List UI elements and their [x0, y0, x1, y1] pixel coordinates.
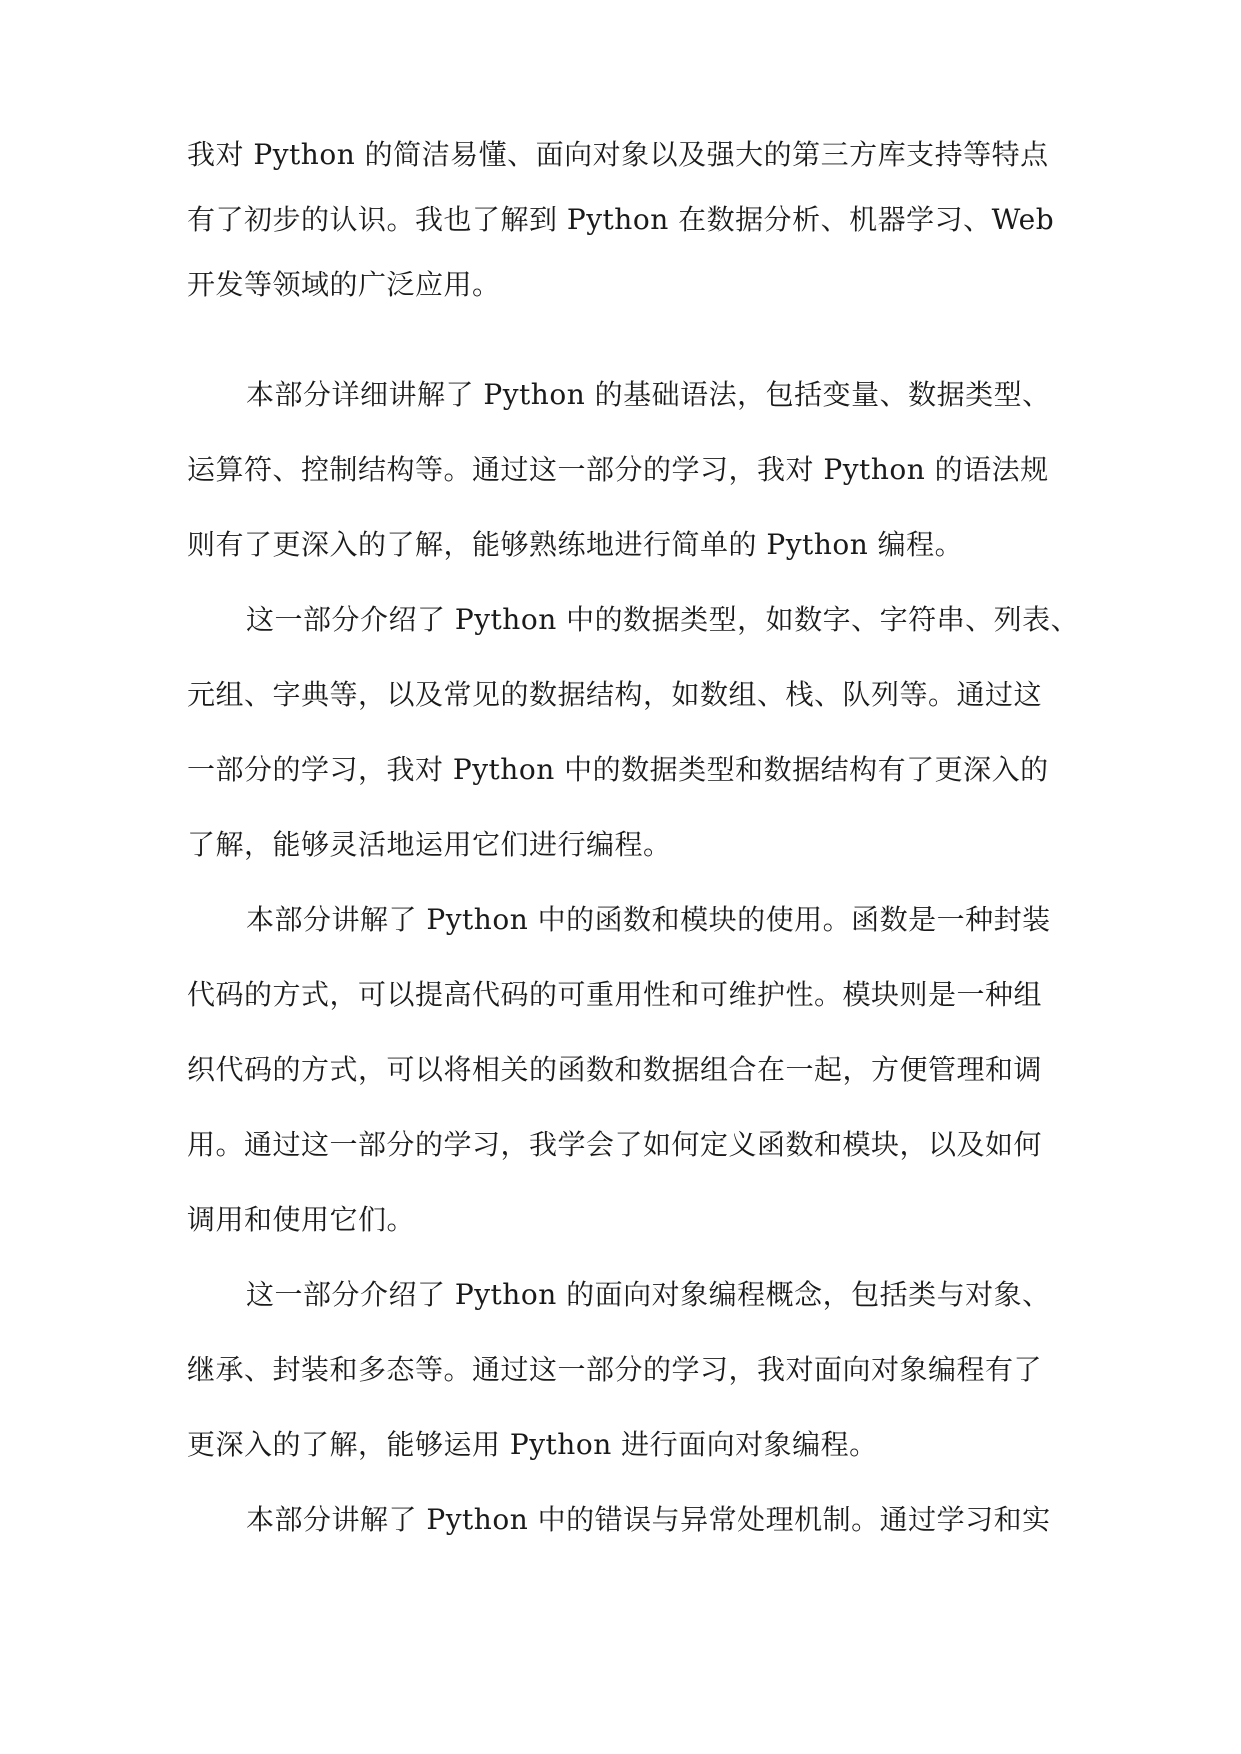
text-line: 了解，能够灵活地运用它们进行编程。 — [187, 828, 672, 861]
paragraph-first-line: 本部分详细讲解了 Python 的基础语法，包括变量、数据类型、 — [246, 378, 1051, 411]
text-line: 织代码的方式，可以将相关的函数和数据组合在一起，方便管理和调 — [187, 1053, 1043, 1086]
text-line: 有了初步的认识。我也了解到 Python 在数据分析、机器学习、Web — [187, 203, 1055, 236]
paragraph-first-line: 这一部分介绍了 Python 中的数据类型，如数字、字符串、列表、 — [246, 603, 1080, 636]
text-line: 运算符、控制结构等。通过这一部分的学习，我对 Python 的语法规 — [187, 453, 1049, 486]
text-line: 开发等领域的广泛应用。 — [187, 268, 501, 301]
text-line: 用。通过这一部分的学习，我学会了如何定义函数和模块，以及如何 — [187, 1128, 1043, 1161]
text-line: 则有了更深入的了解，能够熟练地进行简单的 Python 编程。 — [187, 528, 964, 561]
text-line: 元组、字典等，以及常见的数据结构，如数组、栈、队列等。通过这 — [187, 678, 1043, 711]
text-line: 调用和使用它们。 — [187, 1203, 416, 1236]
text-line: 代码的方式，可以提高代码的可重用性和可维护性。模块则是一种组 — [187, 978, 1043, 1011]
text-line: 更深入的了解，能够运用 Python 进行面向对象编程。 — [187, 1428, 878, 1461]
paragraph-first-line: 本部分讲解了 Python 中的错误与异常处理机制。通过学习和实 — [246, 1503, 1051, 1536]
text-line: 一部分的学习，我对 Python 中的数据类型和数据结构有了更深入的 — [187, 753, 1049, 786]
paragraph-first-line: 这一部分介绍了 Python 的面向对象编程概念，包括类与对象、 — [246, 1278, 1051, 1311]
paragraph-first-line: 本部分讲解了 Python 中的函数和模块的使用。函数是一种封装 — [246, 903, 1051, 936]
text-line: 继承、封装和多态等。通过这一部分的学习，我对面向对象编程有了 — [187, 1353, 1043, 1386]
text-line: 我对 Python 的简洁易懂、面向对象以及强大的第三方库支持等特点 — [187, 138, 1049, 171]
